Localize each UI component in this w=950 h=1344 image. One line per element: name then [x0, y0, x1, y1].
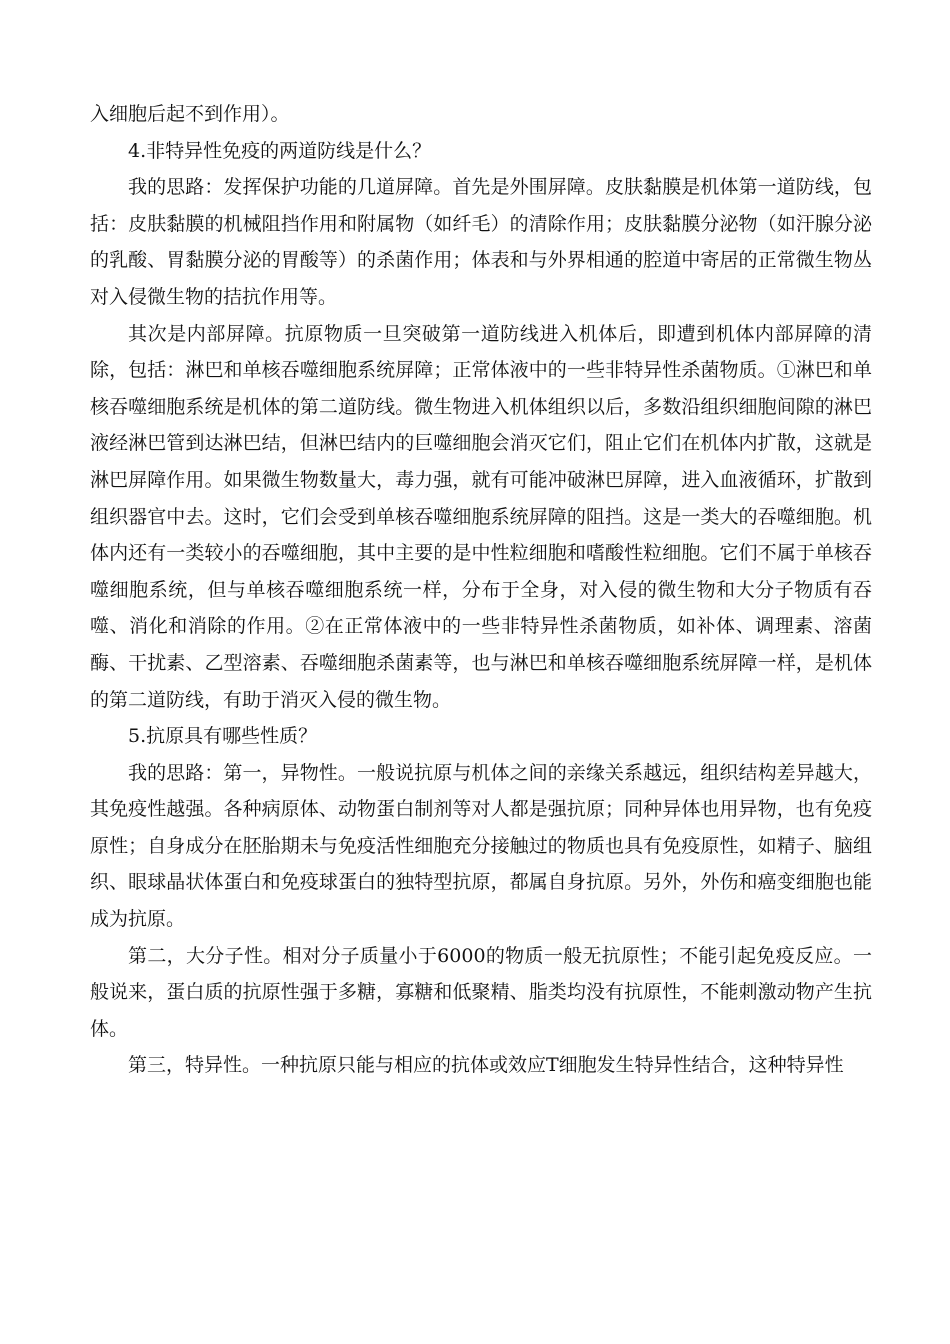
question-4-heading: 4.非特异性免疫的两道防线是什么？ — [128, 139, 432, 162]
question-5-heading: 5.抗原具有哪些性质？ — [128, 725, 318, 748]
paragraph-continuation: 入细胞后起不到作用）。 — [90, 103, 290, 125]
answer-4-paragraph-2: 其次是内部屏障。抗原物质一旦突破第一道防线进入机体后，即遭到机体内部屏障的清除，包括：淋巴和单核吞噬细胞系统屏障；正常体液中的一些非特异性杀菌物质。①淋巴和单核吞噬细胞系统是机体的第二道防线。微生物进入机体组织以后，多数沿组织细胞间隙的淋巴液经淋巴管到达淋巴结，但淋巴结内的巨噬细胞会消灭它们，阻止它们在机体内扩散，这就是淋巴屏障作用。如果微生物数量大，毒力强，就有可能冲破淋巴屏障，进入血液循环，扩散到组织器官中去。这时，它们会受到单核吞噬细胞系统屏障的阻挡。这是一类大的吞噬细胞。机体内还有一类较小的吞噬细胞，其中主要的是中性粒细胞和嗜酸性粒细胞。它们不属于单核吞噬细胞系统，但与单核吞噬细胞系统一样，分布于全身，对入侵的微生物和大分子物质有吞噬、消化和消除的作用。②在正常体液中的一些非特异性杀菌物质，如补体、调理素、溶菌酶、干扰素、乙型溶素、吞噬细胞杀菌素等，也与淋巴和单核吞噬细胞系统屏障一样，是机体的第二道防线，有助于消灭入侵的微生物。 — [90, 322, 872, 711]
answer-5-paragraph-2: 第二，大分子性。相对分子质量小于6000的物质一般无抗原性；不能引起免疫反应。一般说来，蛋白质的抗原性强于多糖，寡糖和低聚精、脂类均没有抗原性，不能刺激动物产生抗体。 — [90, 944, 872, 1040]
document-page — [90, 96, 872, 1084]
answer-5-paragraph-1: 我的思路：第一，异物性。一般说抗原与机体之间的亲缘关系越远，组织结构差异越大，其免疫性越强。各种病原体、动物蛋白制剂等对人都是强抗原；同种异体也用异物，也有免疫原性；自身成分在胚胎期未与免疫活性细胞充分接触过的物质也具有免疫原性，如精子、脑组织、眼球晶状体蛋白和免疫球蛋白的独特型抗原，都属自身抗原。另外，外伤和癌变细胞也能成为抗原。 — [90, 761, 872, 931]
answer-5-paragraph-3: 第三，特异性。一种抗原只能与相应的抗体或效应T细胞发生特异性结合，这种特异性 — [128, 1054, 844, 1077]
answer-4-paragraph-1: 我的思路：发挥保护功能的几道屏障。首先是外围屏障。皮肤黏膜是机体第一道防线，包括：皮肤黏膜的机械阻挡作用和附属物（如纤毛）的清除作用；皮肤黏膜分泌物（如汗腺分泌的乳酸、胃黏膜分泌的胃酸等）的杀菌作用；体表和与外界相通的腔道中寄居的正常微生物丛对入侵微生物的拮抗作用等。 — [90, 176, 872, 308]
